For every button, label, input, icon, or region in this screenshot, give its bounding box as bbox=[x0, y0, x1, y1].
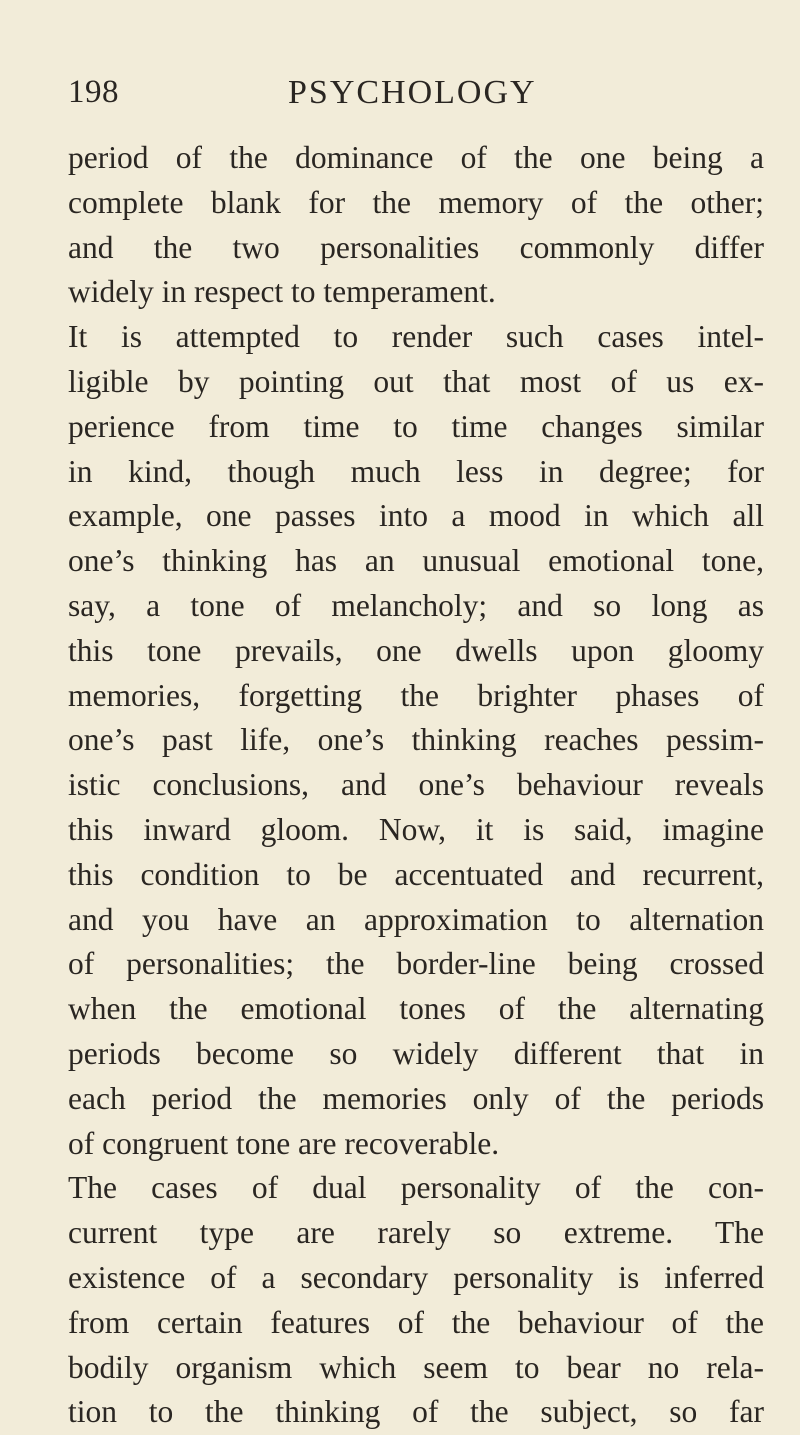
text-line: of congruent tone are recoverable. bbox=[68, 1125, 500, 1161]
page-header bbox=[0, 72, 800, 120]
text-line: when the emotional tones of the alternating bbox=[68, 991, 764, 1027]
text-line: istic conclusions, and one’s behaviour reveals bbox=[68, 767, 764, 803]
text-line: one’s thinking has an unusual emotional tone, bbox=[68, 543, 764, 579]
page-number: 198 bbox=[68, 74, 119, 110]
text-line: ligible by pointing out that most of us ex- bbox=[68, 363, 764, 399]
text-line: in kind, though much less in degree; for bbox=[68, 453, 764, 489]
text-line: existence of a secondary personality is inferred bbox=[68, 1259, 764, 1295]
text-line: complete blank for the memory of the other; bbox=[68, 184, 764, 220]
text-line: It is attempted to render such cases intel- bbox=[68, 319, 764, 355]
text-line: The cases of dual personality of the con- bbox=[68, 1170, 764, 1206]
text-line: bodily organism which seem to bear no rela- bbox=[68, 1349, 764, 1385]
text-line: tion to the thinking of the subject, so far bbox=[68, 1394, 764, 1430]
text-line: and the two personalities commonly differ bbox=[68, 229, 764, 265]
text-line: each period the memories only of the periods bbox=[68, 1080, 764, 1116]
text-line: memories, forgetting the brighter phases of bbox=[68, 677, 764, 713]
text-line: of personalities; the border-line being crossed bbox=[68, 946, 764, 982]
text-line: and you have an approximation to alternation bbox=[68, 901, 764, 937]
text-line: periods become so widely different that in bbox=[68, 1035, 764, 1071]
text-line: this condition to be accentuated and recurrent, bbox=[68, 856, 764, 892]
text-line: current type are rarely so extreme. The bbox=[68, 1215, 764, 1251]
text-line: this tone prevails, one dwells upon gloomy bbox=[68, 632, 764, 668]
running-head: PSYCHOLOGY bbox=[288, 74, 537, 111]
text-line: one’s past life, one’s thinking reaches pessim- bbox=[68, 722, 764, 758]
text-line: from certain features of the behaviour of the bbox=[68, 1304, 764, 1340]
text-line: period of the dominance of the one being a bbox=[68, 140, 764, 175]
text-line: this inward gloom. Now, it is said, imagine bbox=[68, 811, 764, 847]
text-line: widely in respect to temperament. bbox=[68, 274, 496, 310]
body-text bbox=[68, 136, 764, 1435]
text-line: say, a tone of melancholy; and so long as bbox=[68, 587, 764, 623]
text-line: perience from time to time changes similar bbox=[68, 408, 764, 444]
text-line: example, one passes into a mood in which all bbox=[68, 498, 764, 534]
